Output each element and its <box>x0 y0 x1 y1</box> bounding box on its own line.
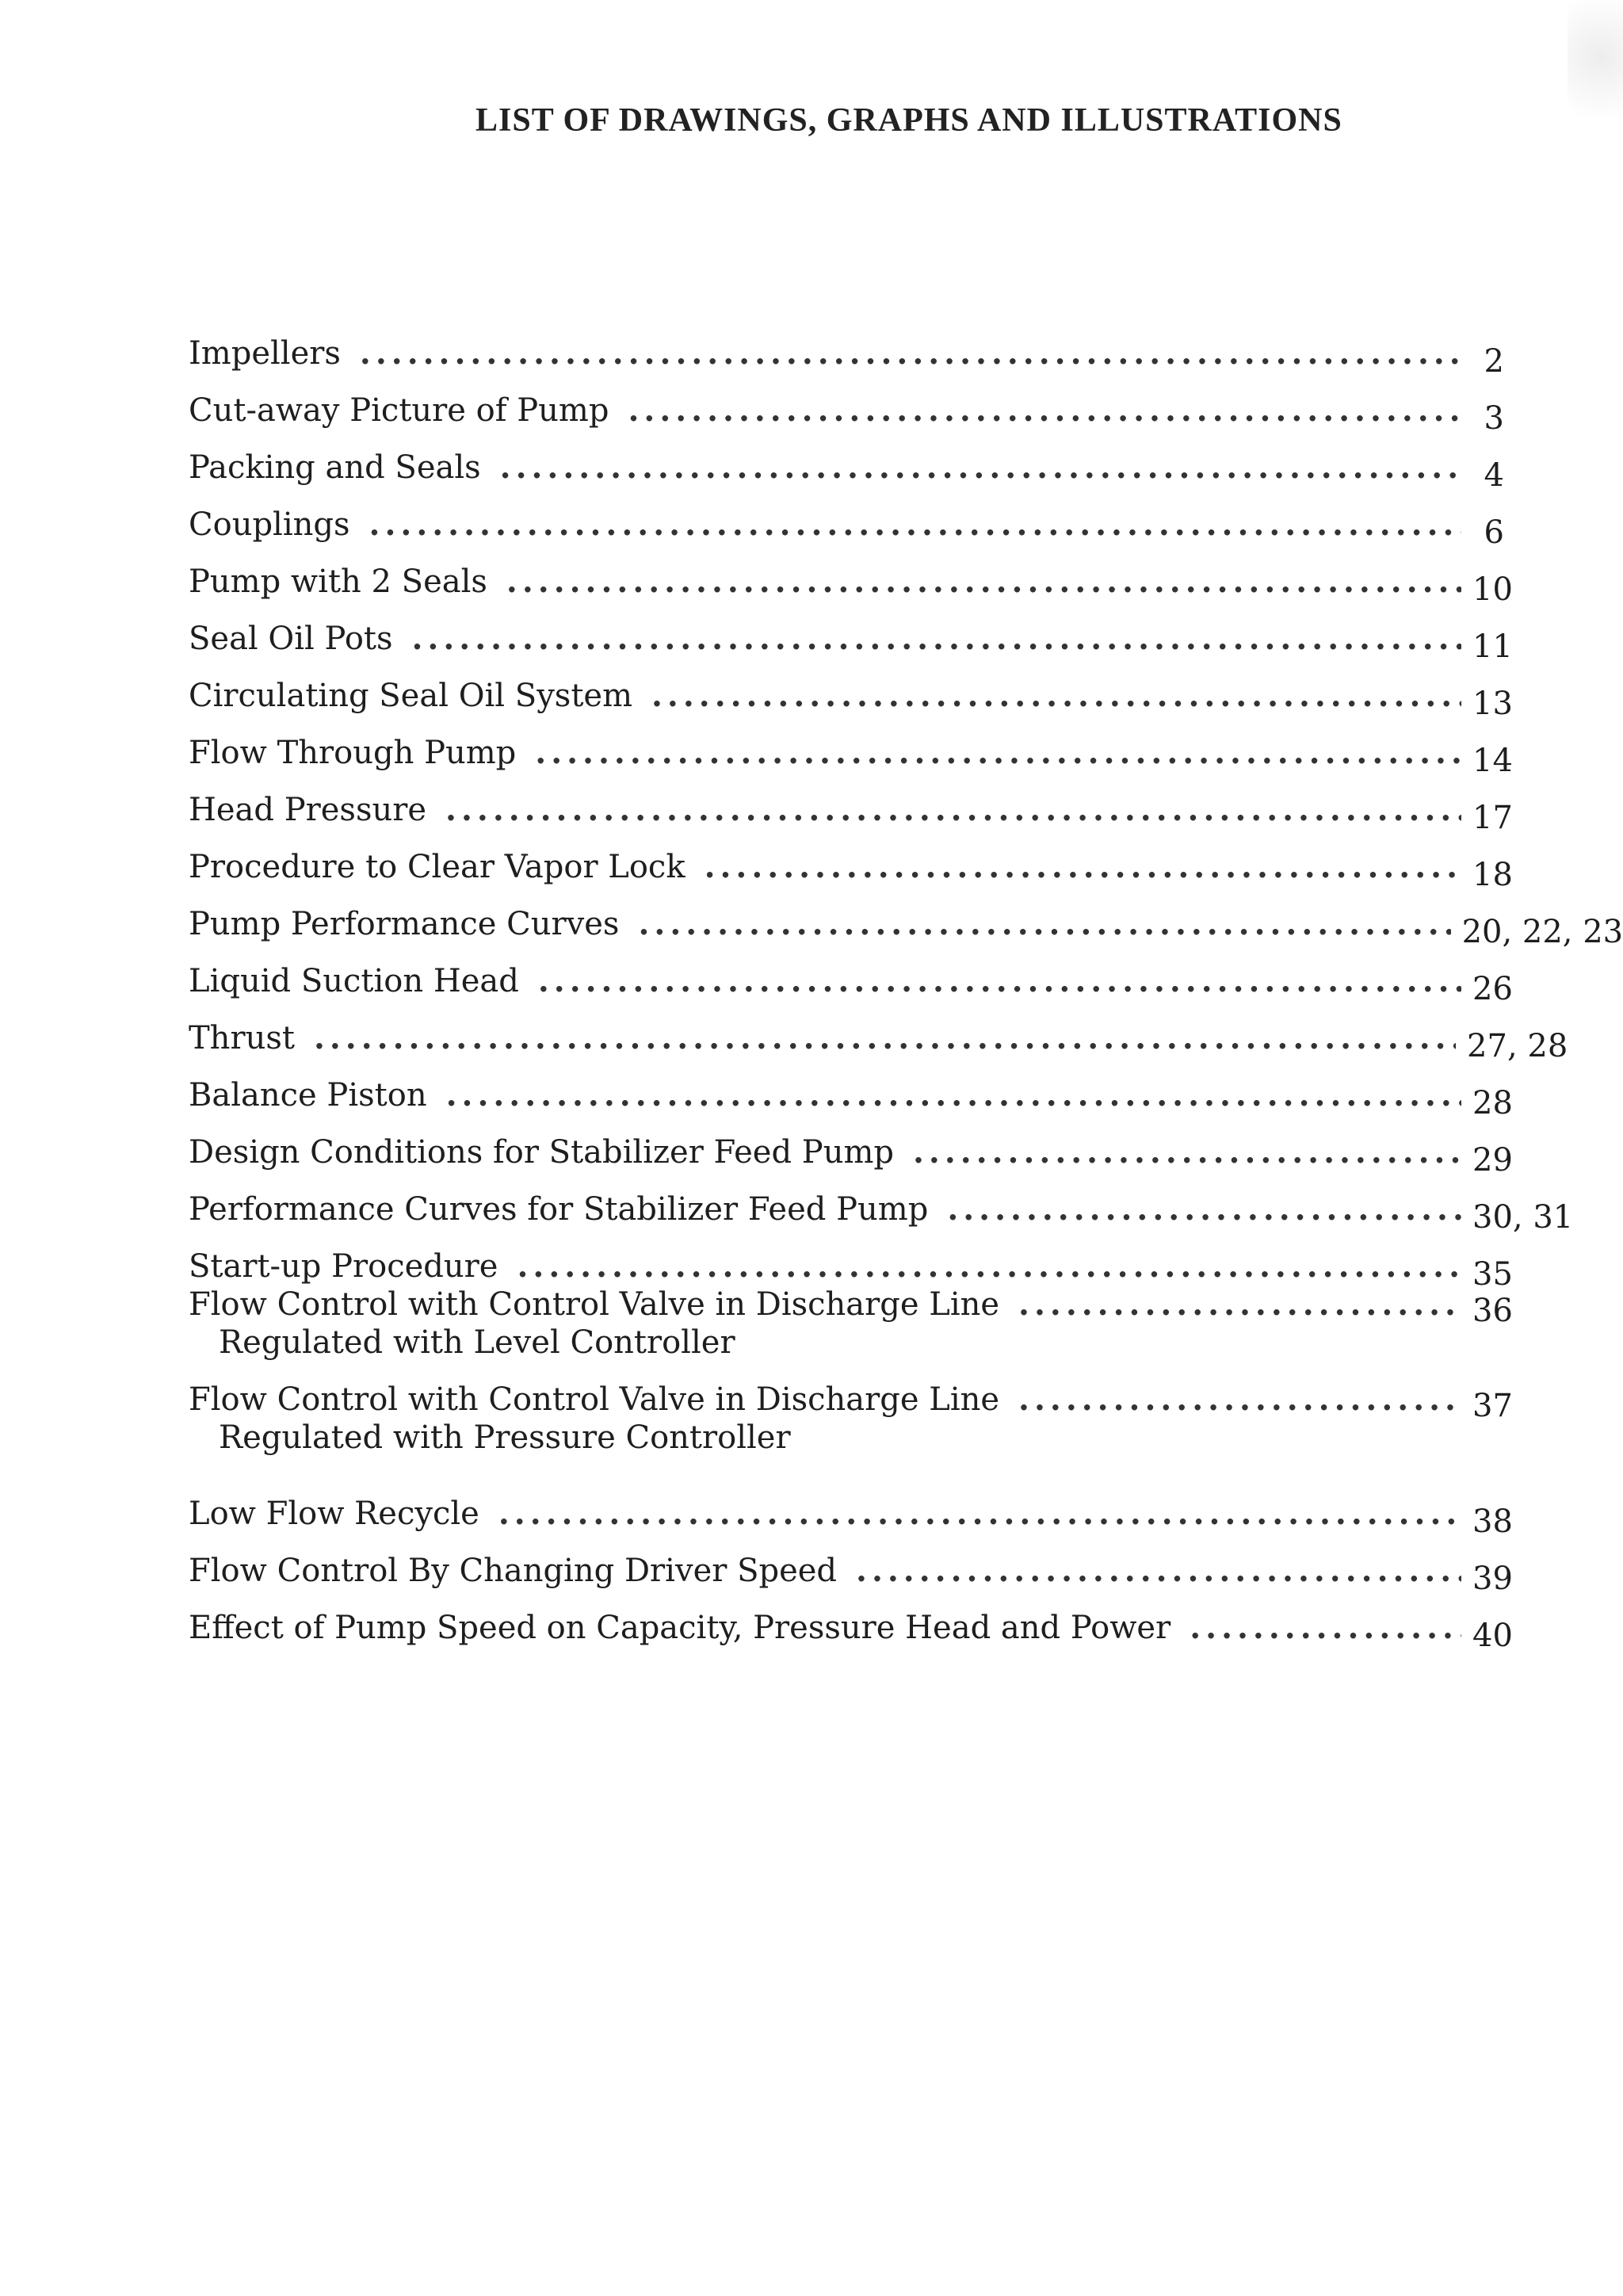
dot-leader <box>412 620 1462 658</box>
dot-leader <box>498 1495 1461 1533</box>
entry-label: Procedure to Clear Vapor Lock <box>189 849 685 885</box>
list-entry <box>189 1000 1568 1064</box>
list-entry <box>189 1381 1513 1476</box>
entry-page-number: 2 <box>1484 343 1504 380</box>
entry-label <box>189 1381 999 1457</box>
dot-leader <box>517 1247 1461 1286</box>
dot-leader <box>446 1076 1461 1114</box>
entry-label: Effect of Pump Speed on Capacity, Pressure Head and Power <box>189 1610 1171 1646</box>
list-entry <box>189 829 1513 893</box>
dot-leader <box>1018 1381 1461 1419</box>
entry-label-line1: Flow Control with Control Valve in Discharge Line <box>189 1286 1000 1323</box>
list-entry <box>189 1590 1513 1654</box>
list-entry <box>189 1286 1513 1381</box>
entry-page-number: 39 <box>1472 1561 1513 1597</box>
list-entry <box>189 372 1504 437</box>
entry-label: Head Pressure <box>189 792 427 828</box>
entry-page-number: 30, 31 <box>1472 1199 1574 1236</box>
dot-leader <box>856 1552 1461 1590</box>
entry-label: Circulating Seal Oil System <box>189 678 632 714</box>
entry-page-number: 38 <box>1472 1503 1513 1540</box>
entry-label-line1: Flow Control with Control Valve in Discharge Line <box>189 1381 1000 1418</box>
list-entry <box>189 715 1513 779</box>
entry-label: Cut-away Picture of Pump <box>189 392 609 429</box>
entry-page-number: 17 <box>1472 800 1513 836</box>
entry-page-number: 35 <box>1472 1256 1513 1293</box>
entry-page-number: 20, 22, 23 <box>1461 914 1623 950</box>
entry-label: Balance Piston <box>189 1077 427 1114</box>
entry-label: Start-up Procedure <box>189 1248 498 1285</box>
dot-leader <box>913 1133 1461 1171</box>
entry-label: Thrust <box>189 1020 295 1056</box>
dot-leader <box>1190 1609 1461 1647</box>
dot-leader <box>628 392 1461 430</box>
dot-leader <box>947 1190 1461 1228</box>
list-entry <box>189 886 1623 950</box>
list-entry <box>189 1228 1513 1293</box>
list-entry <box>189 772 1513 836</box>
entry-page-number: 3 <box>1484 400 1504 437</box>
dot-leader <box>506 563 1461 601</box>
list-entry <box>189 943 1513 1007</box>
list-entry <box>189 430 1504 494</box>
entry-label <box>189 1286 999 1362</box>
list-entry <box>189 1533 1513 1597</box>
entry-page-number: 37 <box>1472 1388 1513 1424</box>
entry-label-line2: Regulated with Level Controller <box>219 1324 735 1361</box>
entry-page-number: 36 <box>1472 1293 1513 1329</box>
dot-leader <box>651 677 1461 715</box>
entry-page-number: 27, 28 <box>1467 1028 1568 1064</box>
list-entry <box>189 487 1504 551</box>
entry-page-number: 40 <box>1472 1618 1513 1654</box>
dot-leader <box>500 449 1461 487</box>
dot-leader <box>445 791 1461 829</box>
entry-page-number: 28 <box>1472 1085 1513 1121</box>
entry-page-number: 26 <box>1472 971 1513 1007</box>
entry-label: Low Flow Recycle <box>189 1496 479 1532</box>
entry-label: Flow Control By Changing Driver Speed <box>189 1553 838 1589</box>
entry-page-number: 14 <box>1472 743 1513 779</box>
dot-leader <box>314 1019 1456 1057</box>
page-title: LIST OF DRAWINGS, GRAPHS AND ILLUSTRATIONS <box>475 102 1342 139</box>
entry-label: Seal Oil Pots <box>189 621 393 657</box>
entry-page-number: 10 <box>1472 571 1513 608</box>
entry-label: Pump with 2 Seals <box>189 563 487 600</box>
entry-label: Design Conditions for Stabilizer Feed Pump <box>189 1134 894 1171</box>
entry-page-number: 11 <box>1472 628 1513 665</box>
entry-label-line2: Regulated with Pressure Controller <box>219 1419 791 1456</box>
entry-page-number: 13 <box>1472 686 1513 722</box>
dot-leader <box>360 334 1461 372</box>
entry-label: Liquid Suction Head <box>189 963 519 999</box>
list-entry <box>189 544 1513 608</box>
dot-leader <box>369 506 1461 544</box>
list-entry <box>189 658 1513 722</box>
entry-label: Impellers <box>189 335 341 372</box>
entry-label: Performance Curves for Stabilizer Feed Pump <box>189 1191 929 1228</box>
list-entry <box>189 1057 1513 1121</box>
list-entry <box>189 1476 1513 1540</box>
dot-leader <box>638 905 1450 943</box>
scan-speckle <box>1568 0 1623 143</box>
dot-leader <box>538 962 1461 1000</box>
entry-label: Pump Performance Curves <box>189 906 620 942</box>
entry-page-number: 4 <box>1484 457 1504 494</box>
dot-leader <box>535 734 1461 772</box>
entry-page-number: 18 <box>1472 857 1513 893</box>
entry-page-number: 6 <box>1484 514 1504 551</box>
entry-page-number: 29 <box>1472 1142 1513 1179</box>
drawings-list <box>189 315 1623 1654</box>
entry-label: Flow Through Pump <box>189 735 517 771</box>
dot-leader <box>1018 1286 1461 1324</box>
entry-label: Packing and Seals <box>189 449 481 486</box>
list-entry <box>189 315 1504 380</box>
dot-leader <box>705 848 1461 886</box>
list-entry <box>189 601 1513 665</box>
list-entry <box>189 1114 1513 1179</box>
entry-label: Couplings <box>189 506 350 543</box>
list-entry <box>189 1171 1574 1236</box>
